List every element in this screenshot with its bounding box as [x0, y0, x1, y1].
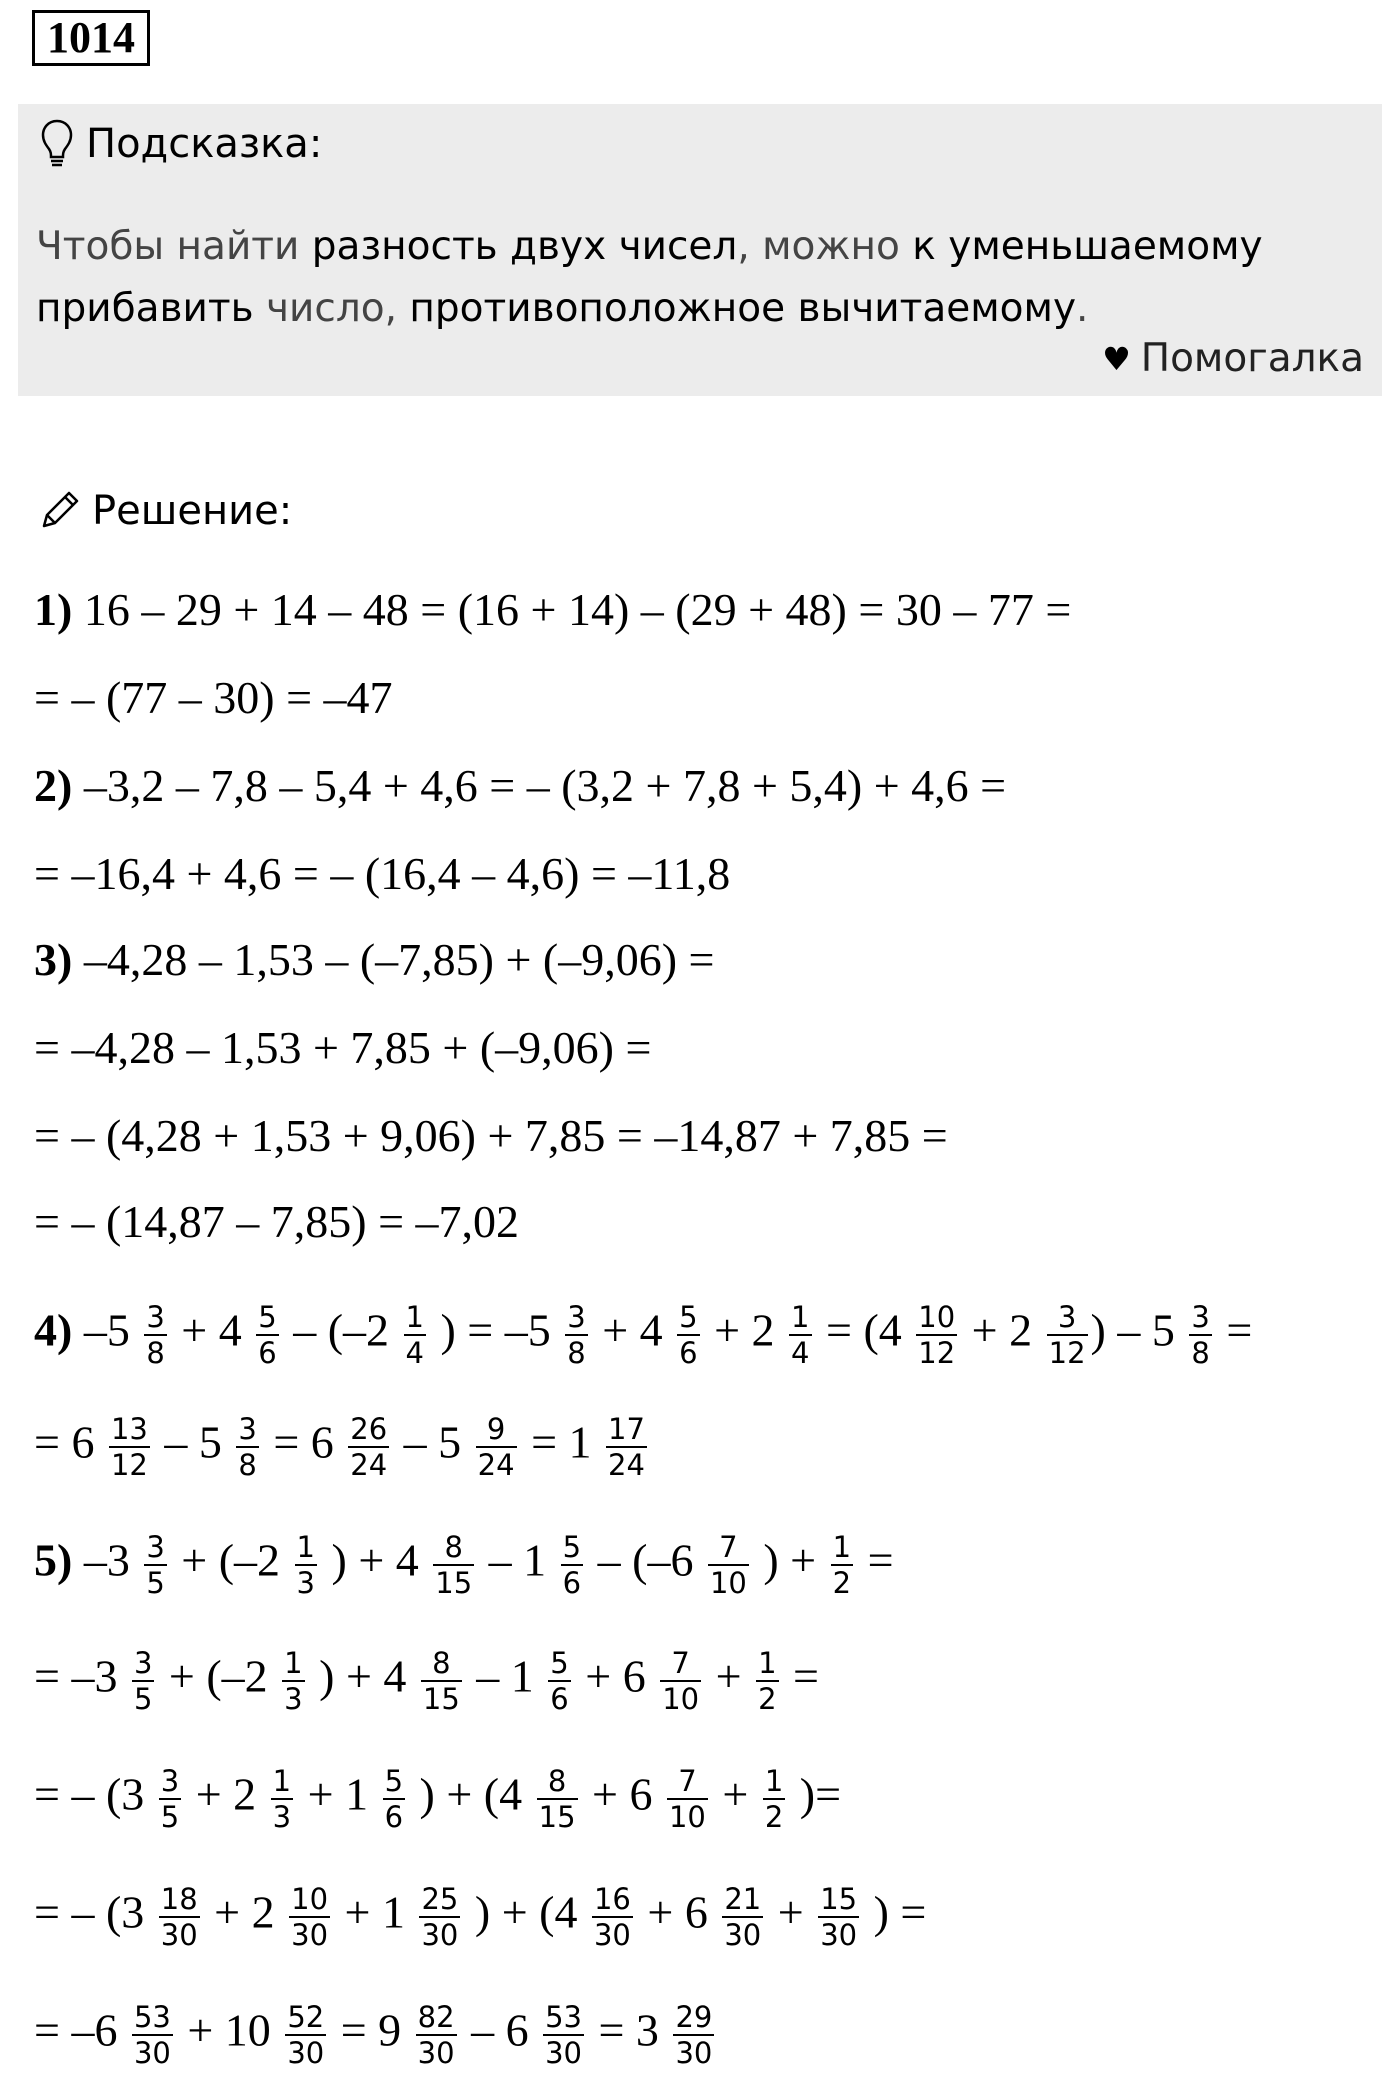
expression-text: 16 – 29 + 14 – 48 = (16 + 14) – (29 + 48) = 30 – 77 = — [72, 584, 1072, 635]
expression-text: ) + 4 — [320, 1534, 431, 1586]
fraction-denominator: 6 — [384, 1800, 404, 1834]
expression-text: ) + (4 — [408, 1768, 534, 1820]
fraction-denominator: 8 — [238, 1448, 257, 1482]
fraction-denominator: 5 — [146, 1566, 165, 1600]
fraction-denominator: 24 — [477, 1448, 515, 1482]
hint-text-part: число, — [253, 286, 410, 331]
fraction — [708, 1530, 749, 1600]
fraction-numerator: 3 — [567, 1300, 586, 1334]
expression-text: = 6 — [34, 1416, 106, 1468]
expression-text: ) = — [862, 1886, 927, 1938]
fraction — [416, 2000, 457, 2070]
fraction — [421, 1646, 462, 1716]
fraction-numerator: 52 — [287, 2000, 325, 2034]
expression-text: = – (14,87 – 7,85) = –7,02 — [34, 1196, 520, 1247]
expression-text: = – (3 — [34, 1768, 156, 1820]
expression-text: + (–2 — [169, 1534, 292, 1586]
item-number: 4) — [34, 1304, 73, 1356]
fraction-numerator: 1 — [284, 1646, 303, 1680]
expression-text: + 1 — [333, 1886, 417, 1938]
fraction-numerator: 10 — [918, 1300, 956, 1334]
fraction-numerator: 21 — [724, 1882, 762, 1916]
fraction — [818, 1882, 859, 1952]
fraction-denominator: 30 — [421, 1918, 459, 1952]
fraction-denominator: 2 — [758, 1682, 777, 1716]
fraction-numerator: 15 — [820, 1882, 858, 1916]
solution-line — [34, 930, 715, 990]
expression-text: – 1 — [464, 1650, 546, 1702]
fraction-numerator: 82 — [417, 2000, 455, 2034]
fraction-numerator: 3 — [133, 1646, 153, 1680]
item-number: 5) — [34, 1534, 73, 1586]
hint-text-highlight: разность двух чисел — [311, 224, 738, 269]
fraction — [916, 1300, 957, 1370]
heart-icon: ♥ — [1102, 339, 1131, 378]
fraction — [159, 1764, 181, 1834]
fraction — [132, 1646, 154, 1716]
expression-text: = — [856, 1534, 894, 1586]
fraction-numerator: 10 — [291, 1882, 329, 1916]
fraction — [543, 2000, 584, 2070]
solution-header — [38, 486, 292, 536]
fraction-denominator: 10 — [668, 1800, 706, 1834]
expression-text: – (–2 — [281, 1304, 401, 1356]
fraction-denominator: 3 — [284, 1682, 303, 1716]
expression-text: = — [1214, 1304, 1253, 1356]
expression-text: –5 — [72, 1304, 142, 1356]
hint-header — [40, 114, 322, 174]
fraction-denominator: 30 — [593, 1918, 631, 1952]
fraction-denominator: 6 — [258, 1336, 277, 1370]
fraction-numerator: 8 — [537, 1764, 578, 1800]
fraction-numerator: 18 — [160, 1882, 198, 1916]
fraction — [144, 1530, 166, 1600]
solution-line — [34, 1764, 841, 1834]
fraction-denominator: 8 — [146, 1336, 165, 1370]
fraction-numerator: 5 — [550, 1646, 569, 1680]
expression-text: – 1 — [477, 1534, 558, 1586]
expression-text: = (4 — [814, 1304, 914, 1356]
expression-text: + 10 — [175, 2004, 283, 2056]
expression-text: + 6 — [580, 1768, 664, 1820]
item-number: 1) — [34, 584, 73, 635]
expression-text: + 4 — [590, 1304, 675, 1356]
fraction — [722, 1882, 763, 1952]
hint-title: Подсказка: — [86, 121, 323, 167]
fraction-numerator: 16 — [593, 1882, 631, 1916]
expression-text: + 2 — [202, 1886, 287, 1938]
solution-line — [34, 668, 393, 728]
fraction-denominator: 12 — [110, 1448, 148, 1482]
expression-text: )= — [788, 1768, 842, 1820]
fraction — [383, 1764, 405, 1834]
fraction-numerator: 8 — [433, 1530, 474, 1566]
fraction — [109, 1412, 150, 1482]
hint-box — [18, 104, 1382, 396]
fraction-denominator: 5 — [133, 1682, 153, 1716]
hint-text-part: Чтобы найти — [36, 224, 312, 269]
fraction — [548, 1646, 570, 1716]
expression-text: + 4 — [169, 1304, 254, 1356]
fraction — [592, 1882, 633, 1952]
fraction — [565, 1300, 587, 1370]
solution-line — [34, 1530, 894, 1600]
solution-line — [34, 1882, 926, 1952]
expression-text: ) = –5 — [428, 1304, 563, 1356]
fraction-numerator: 7 — [660, 1646, 701, 1682]
fraction-numerator: 5 — [384, 1764, 404, 1798]
fraction — [763, 1764, 785, 1834]
fraction-denominator: 4 — [405, 1336, 424, 1370]
expression-text: – 6 — [459, 2004, 541, 2056]
fraction-numerator: 5 — [562, 1530, 582, 1564]
solution-line — [34, 580, 1071, 640]
solution-line — [34, 1192, 519, 1252]
solution-line — [34, 1300, 1252, 1370]
item-number: 2) — [34, 760, 73, 811]
solution-line — [34, 2000, 717, 2070]
expression-text: + — [704, 1650, 754, 1702]
fraction — [289, 1882, 330, 1952]
expression-text: = – (3 — [34, 1886, 156, 1938]
fraction-denominator: 30 — [675, 2036, 713, 2070]
solution-title: Решение: — [92, 488, 293, 534]
expression-text: –3 — [72, 1534, 142, 1586]
fraction-denominator: 30 — [133, 2036, 171, 2070]
expression-text: – (–6 — [586, 1534, 705, 1586]
fraction-denominator: 30 — [724, 1918, 762, 1952]
solution-line — [34, 1412, 650, 1482]
fraction-denominator: 4 — [791, 1336, 810, 1370]
fraction — [1189, 1300, 1211, 1370]
credit-label: Помогалка — [1140, 336, 1364, 381]
fraction — [831, 1530, 853, 1600]
hint-text-part: . — [1076, 286, 1089, 331]
expression-text: –3,2 – 7,8 – 5,4 + 4,6 = – (3,2 + 7,8 + 5,4) + 4,6 = — [72, 760, 1007, 811]
expression-text: = – (77 – 30) = –47 — [34, 672, 393, 723]
expression-text: ) + 4 — [307, 1650, 418, 1702]
fraction-denominator: 6 — [550, 1682, 569, 1716]
fraction-denominator: 30 — [160, 1918, 198, 1952]
expression-text: + 6 — [573, 1650, 658, 1702]
fraction-denominator: 30 — [291, 1918, 329, 1952]
fraction-denominator: 5 — [160, 1800, 180, 1834]
expression-text: = 3 — [586, 2004, 671, 2056]
fraction-numerator: 1 — [272, 1764, 292, 1798]
fraction-numerator: 1 — [405, 1300, 424, 1334]
fraction-denominator: 12 — [1048, 1336, 1086, 1370]
hint-text — [36, 216, 1356, 340]
expression-text: + — [766, 1886, 816, 1938]
expression-text: = –6 — [34, 2004, 129, 2056]
expression-text: + 2 — [960, 1304, 1044, 1356]
expression-text: + (–2 — [157, 1650, 280, 1702]
fraction-denominator: 15 — [435, 1566, 473, 1600]
fraction — [236, 1412, 258, 1482]
fraction-denominator: 15 — [422, 1682, 460, 1716]
fraction-denominator: 8 — [1191, 1336, 1210, 1370]
fraction-denominator: 10 — [662, 1682, 700, 1716]
expression-text: – 5 — [152, 1416, 234, 1468]
solution-line — [34, 1646, 819, 1716]
hint-credit — [1102, 336, 1364, 381]
solution-line — [34, 844, 730, 904]
fraction — [673, 2000, 714, 2070]
fraction-denominator: 10 — [709, 1566, 747, 1600]
fraction — [404, 1300, 426, 1370]
hint-text-highlight: противоположное вычитаемому — [409, 286, 1077, 331]
fraction-denominator: 15 — [538, 1800, 576, 1834]
task-number: 1014 — [32, 10, 150, 66]
fraction-numerator: 1 — [832, 1530, 852, 1564]
expression-text: = 6 — [261, 1416, 346, 1468]
expression-text: = –16,4 + 4,6 = – (16,4 – 4,6) = –11,8 — [34, 848, 731, 899]
fraction-numerator: 25 — [421, 1882, 459, 1916]
expression-text: + 2 — [702, 1304, 787, 1356]
fraction-denominator: 24 — [350, 1448, 388, 1482]
fraction — [660, 1646, 701, 1716]
fraction — [677, 1300, 699, 1370]
fraction-numerator: 1 — [764, 1764, 784, 1798]
pencil-icon — [38, 486, 84, 536]
fraction-denominator: 3 — [272, 1800, 292, 1834]
solution-line — [34, 756, 1006, 816]
fraction — [271, 1764, 293, 1834]
fraction — [144, 1300, 166, 1370]
expression-text: + 2 — [184, 1768, 268, 1820]
expression-text: –4,28 – 1,53 – (–7,85) + (–9,06) = — [72, 934, 715, 985]
fraction-denominator: 8 — [567, 1336, 586, 1370]
expression-text: – 5 — [392, 1416, 473, 1468]
fraction — [419, 1882, 460, 1952]
expression-text: + 1 — [296, 1768, 380, 1820]
expression-text: ) + (4 — [463, 1886, 589, 1938]
fraction-numerator: 7 — [667, 1764, 708, 1800]
fraction-numerator: 1 — [758, 1646, 777, 1680]
fraction-denominator: 6 — [679, 1336, 698, 1370]
fraction — [159, 1882, 200, 1952]
fraction-numerator: 9 — [476, 1412, 517, 1448]
fraction-numerator: 3 — [238, 1412, 257, 1446]
fraction-numerator: 8 — [421, 1646, 462, 1682]
fraction — [132, 2000, 173, 2070]
fraction-numerator: 5 — [258, 1300, 277, 1334]
expression-text: = –3 — [34, 1650, 129, 1702]
fraction-denominator: 30 — [820, 1918, 858, 1952]
fraction-denominator: 3 — [296, 1566, 315, 1600]
fraction-numerator: 53 — [133, 2000, 171, 2034]
fraction-numerator: 13 — [110, 1412, 148, 1446]
fraction — [295, 1530, 317, 1600]
expression-text: + — [710, 1768, 760, 1820]
fraction — [606, 1412, 647, 1482]
fraction-numerator: 17 — [608, 1412, 645, 1446]
fraction — [348, 1412, 389, 1482]
fraction-numerator: 3 — [1047, 1300, 1088, 1336]
lightbulb-icon — [40, 118, 74, 170]
fraction-numerator: 5 — [679, 1300, 698, 1334]
expression-text: = – (4,28 + 1,53 + 9,06) + 7,85 = –14,87 + 7,85 = — [34, 1110, 948, 1161]
fraction-denominator: 30 — [287, 2036, 325, 2070]
solution-line — [34, 1018, 651, 1078]
expression-text: ) + — [751, 1534, 828, 1586]
fraction — [756, 1646, 778, 1716]
fraction-numerator: 1 — [296, 1530, 315, 1564]
expression-text: = — [781, 1650, 819, 1702]
expression-text: = –4,28 – 1,53 + 7,85 + (–9,06) = — [34, 1022, 652, 1073]
fraction-denominator: 12 — [918, 1336, 956, 1370]
fraction — [667, 1764, 708, 1834]
fraction-denominator: 6 — [562, 1566, 582, 1600]
fraction — [1047, 1300, 1088, 1370]
fraction-numerator: 29 — [675, 2000, 713, 2034]
fraction-numerator: 26 — [350, 1412, 388, 1446]
fraction-numerator: 3 — [1191, 1300, 1210, 1334]
fraction — [285, 2000, 326, 2070]
fraction-denominator: 2 — [764, 1800, 784, 1834]
hint-text-highlight: к уменьшаемому прибавить — [36, 224, 1263, 331]
fraction-denominator: 30 — [545, 2036, 582, 2070]
expression-text: + 6 — [635, 1886, 720, 1938]
fraction-numerator: 1 — [791, 1300, 810, 1334]
expression-text: = 1 — [519, 1416, 604, 1468]
fraction — [561, 1530, 583, 1600]
fraction-numerator: 3 — [146, 1530, 165, 1564]
expression-text: = 9 — [329, 2004, 413, 2056]
fraction — [433, 1530, 474, 1600]
fraction — [282, 1646, 304, 1716]
fraction-denominator: 30 — [417, 2036, 455, 2070]
fraction — [789, 1300, 811, 1370]
fraction — [256, 1300, 278, 1370]
fraction-numerator: 53 — [545, 2000, 582, 2034]
fraction-numerator: 7 — [708, 1530, 749, 1566]
fraction — [476, 1412, 517, 1482]
fraction — [537, 1764, 578, 1834]
fraction-numerator: 3 — [146, 1300, 165, 1334]
solution-line — [34, 1106, 948, 1166]
hint-text-part: , можно — [737, 224, 913, 269]
fraction-numerator: 3 — [160, 1764, 180, 1798]
fraction-denominator: 24 — [608, 1448, 645, 1482]
expression-text: ) – 5 — [1090, 1304, 1187, 1356]
item-number: 3) — [34, 934, 73, 985]
fraction-denominator: 2 — [832, 1566, 852, 1600]
